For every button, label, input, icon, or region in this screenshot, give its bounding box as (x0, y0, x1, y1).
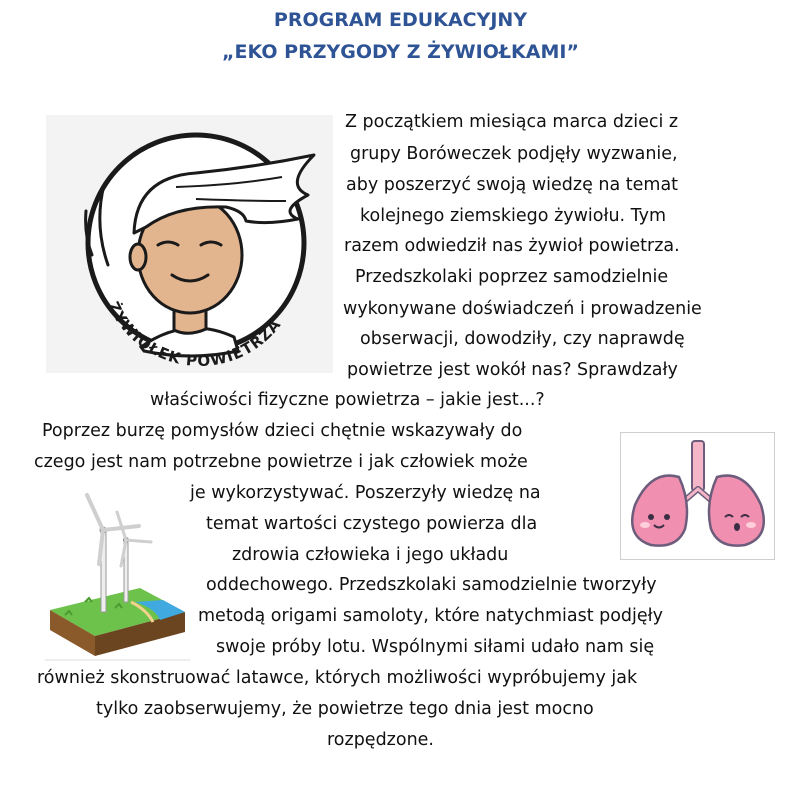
body-line-16: oddechowego. Przedszkolaki samodzielnie tworzyły (206, 575, 657, 595)
body-line-8: obserwacji, dowodziły, czy naprawdę (360, 329, 685, 349)
body-line-19: również skonstruować latawce, których możliwości wypróbujemy jak (37, 668, 638, 688)
lungs-drawing (621, 433, 774, 559)
body-line-11: Poprzez burzę pomysłów dzieci chętnie wskazywały do (42, 421, 523, 441)
lungs-icon (620, 432, 775, 560)
title-line-2: „EKO PRZYGODY Z ŻYWIOŁKAMI” (222, 41, 579, 63)
body-line-1: Z początkiem miesiąca marca dzieci z (345, 112, 679, 132)
body-line-14: temat wartości czystego powierza dla (206, 514, 538, 534)
logo-caption: ŻYWIOŁEK POWIETRZA (104, 298, 285, 371)
body-line-6: Przedszkolaki poprzez samodzielnie (355, 267, 669, 287)
body-line-2: grupy Boróweczek podjęły wyzwanie, (350, 144, 678, 164)
body-line-21: rozpędzone. (327, 730, 434, 750)
body-line-3: aby poszerzyć swoją wiedzę na temat (346, 175, 679, 195)
body-line-20: tylko zaobserwujemy, że powietrze tego dnia jest mocno (96, 699, 594, 719)
wind-turbine-drawing (45, 490, 190, 665)
body-line-18: swoje próby lotu. Wspólnymi siłami udało nam się (216, 637, 655, 657)
body-line-9: powietrze jest wokół nas? Sprawdzały (347, 360, 678, 380)
body-line-4: kolejnego ziemskiego żywiołu. Tym (360, 206, 667, 226)
air-element-logo-drawing (46, 115, 333, 373)
body-line-13: je wykorzystywać. Poszerzyły wiedzę na (190, 483, 541, 503)
body-line-17: metodą origami samoloty, które natychmiast podjęły (198, 606, 663, 626)
title-line-1: PROGRAM EDUKACYJNY (273, 9, 528, 31)
body-line-15: zdrowia człowieka i jego układu (232, 545, 509, 565)
wind-turbine-icon (45, 490, 190, 665)
body-line-5: razem odwiedził nas żywioł powietrza. (344, 236, 680, 256)
body-line-7: wykonywane doświadczeń i prowadzenie (343, 299, 702, 319)
body-line-12: czego jest nam potrzebne powietrze i jak człowiek może (34, 452, 528, 472)
body-line-10: właściwości fizyczne powietrza – jakie jest...? (150, 390, 545, 410)
air-element-logo (46, 115, 333, 373)
